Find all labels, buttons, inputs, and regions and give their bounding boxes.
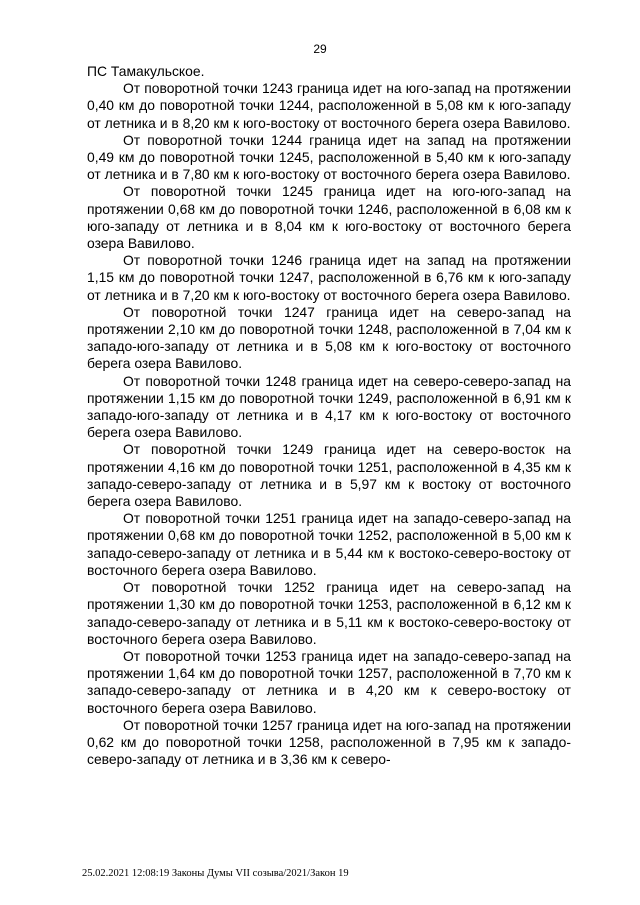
paragraph: От поворотной точки 1243 граница идет на юго-запад на протяжении 0,40 км до поворотной точки 1244, расположенной в 5,08 км к юго-западу от летника и в 8,20 км к юго-востоку от восточного берега озера Вавилово. xyxy=(87,80,571,131)
paragraph: От поворотной точки 1253 граница идет на западо-северо-запад на протяжении 1,64 км до поворотной точки 1257, расположенной в 7,70 км к западо-северо-западу от летника и в 4,20 км к северо-востоку от восточного берега озера Вавилово. xyxy=(87,647,571,716)
paragraph: От поворотной точки 1247 граница идет на северо-запад на протяжении 2,10 км до поворотной точки 1248, расположенной в 7,04 км к западо-юго-западу от летника и в 5,08 км к юго-востоку от восточного берега озера Вавилово. xyxy=(87,303,571,372)
paragraph: От поворотной точки 1251 граница идет на западо-северо-запад на протяжении 0,68 км до поворотной точки 1252, расположенной в 5,00 км к западо-северо-западу от летника и в 5,44 км к востоко-северо-востоку от восточного берега озера Вавилово. xyxy=(87,510,571,578)
paragraph: От поворотной точки 1257 граница идет на юго-запад на протяжении 0,62 км до поворотной точки 1258, расположенной в 7,95 км к западо-северо-западу от летника и в 3,36 км к северо- xyxy=(87,716,571,768)
paragraph: От поворотной точки 1249 граница идет на северо-восток на протяжении 4,16 км до поворотной точки 1251, расположенной в 4,35 км к западо-северо-западу от летника и в 5,97 км к востоку от восточного берега озера Вавилово. xyxy=(87,441,571,510)
paragraph: От поворотной точки 1245 граница идет на юго-юго-запад на протяжении 0,68 км до поворотной точки 1246, расположенной в 6,08 км к юго-западу от летника и в 8,04 км к юго-востоку от восточного берега озера Вавилово. xyxy=(87,183,571,252)
paragraph: ПС Тамакульское. xyxy=(87,63,205,79)
document-footer: 25.02.2021 12:08:19 Законы Думы VII созыва/2021/Закон 19 xyxy=(82,868,349,879)
paragraph: От поворотной точки 1244 граница идет на запад на протяжении 0,49 км до поворотной точки 1245, расположенной в 5,40 км к юго-западу от летника и в 7,80 км к юго-востоку от восточного берега озера Вавилово. xyxy=(87,131,571,183)
page-number: 29 xyxy=(313,42,327,56)
paragraph: От поворотной точки 1252 граница идет на северо-запад на протяжении 1,30 км до поворотной точки 1253, расположенной в 6,12 км к западо-северо-западу от летника и в 5,11 км к востоко-северо-востоку от восточного берега озера Вавилово. xyxy=(87,579,571,647)
paragraph: От поворотной точки 1248 граница идет на северо-северо-запад на протяжении 1,15 км до поворотной точки 1249, расположенной в 6,91 км к западо-юго-западу от летника и в 4,17 км к юго-востоку от восточного берега озера Вавилово. xyxy=(87,372,571,441)
paragraph: От поворотной точки 1246 граница идет на запад на протяжении 1,15 км до поворотной точки 1247, расположенной в 6,76 км к юго-западу от летника и в 7,20 км к юго-востоку от восточного берега озера Вавилово. xyxy=(87,252,571,303)
document-body xyxy=(87,63,571,768)
